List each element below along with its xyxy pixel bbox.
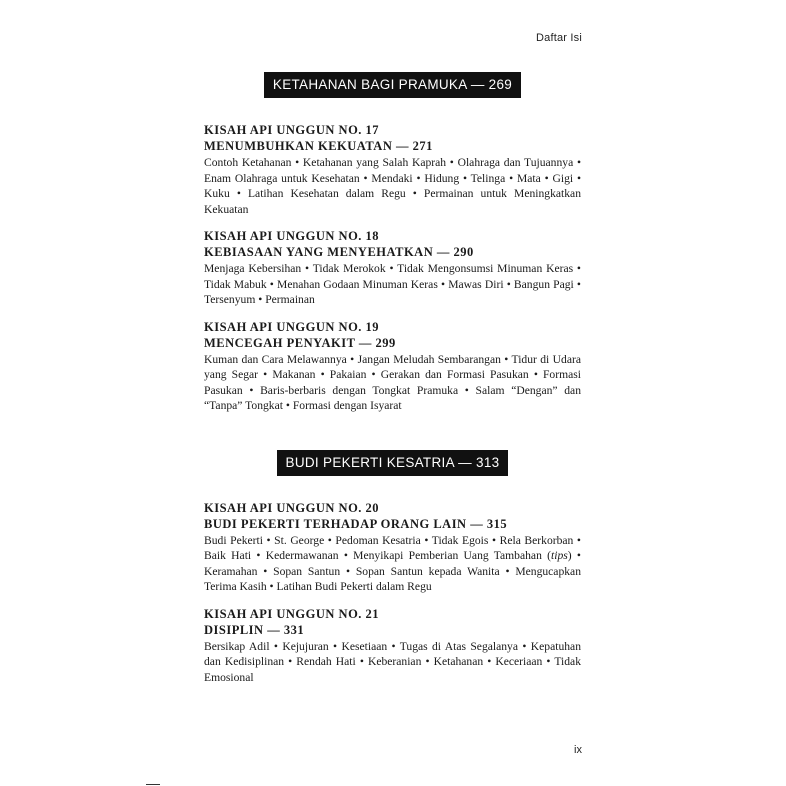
chapter-kisah-label: KISAH API UNGGUN NO. 18 bbox=[204, 229, 380, 243]
chapter-topics: Kuman dan Cara Melawannya • Jangan Meludah Sembarangan • Tidur di Udara yang Segar • Makanan • Pakaian • Gerakan dan Formasi Pasukan • Formasi Pasukan • Baris-berbaris dengan Tongkat Pramuka • Salam “Dengan” dan “Tanpa” Tongkat • Formasi dengan Isyarat bbox=[204, 352, 581, 412]
chapter-topics: Menjaga Kebersihan • Tidak Merokok • Tidak Mengonsumsi Minuman Keras • Tidak Mabuk • Menahan Godaan Minuman Keras • Mawas Diri • Bangun Pagi • Tersenyum • Permainan bbox=[204, 262, 581, 306]
chapter-entry bbox=[204, 319, 581, 414]
chapter-kisah-label: KISAH API UNGGUN NO. 17 bbox=[204, 123, 380, 137]
topics-text-pre: Budi Pekerti • St. George • Pedoman Kesatria • Tidak Egois • Rela Berkorban • Baik Hati • Kedermawanan • Menyikapi Pemberian Uang Tambahan ( bbox=[204, 533, 581, 562]
section-banner-label: BUDI PEKERTI KESATRIA — 313 bbox=[277, 450, 509, 476]
chapter-title: DISIPLIN — 331 bbox=[204, 622, 305, 637]
chapter-title: MENCEGAH PENYAKIT — 299 bbox=[204, 335, 396, 350]
chapter-entry bbox=[204, 228, 581, 308]
running-header: Daftar Isi bbox=[535, 32, 582, 44]
chapter-entry bbox=[204, 500, 581, 595]
section-banner-ketahanan bbox=[204, 72, 581, 98]
chapter-topics bbox=[204, 533, 581, 595]
table-of-contents bbox=[204, 72, 581, 696]
topics-text-italic: tips bbox=[551, 549, 568, 562]
page-number: ix bbox=[574, 744, 582, 756]
section-banner-budi-pekerti bbox=[204, 450, 581, 476]
chapter-title: BUDI PEKERTI TERHADAP ORANG LAIN — 315 bbox=[204, 516, 508, 531]
chapter-kisah-label: KISAH API UNGGUN NO. 21 bbox=[204, 606, 380, 621]
page-edge-mark bbox=[146, 784, 160, 785]
topics-text-post: ) • Keramahan • Sopan Santun • Sopan Santun kepada Wanita • Mengucapkan Terima Kasih • Latihan Budi Pekerti dalam Regu bbox=[204, 549, 581, 593]
chapter-entry bbox=[204, 122, 581, 217]
section-banner-label: KETAHANAN BAGI PRAMUKA — 269 bbox=[264, 72, 521, 98]
chapter-kisah-label: KISAH API UNGGUN NO. 19 bbox=[204, 319, 380, 334]
chapter-kisah-label: KISAH API UNGGUN NO. 20 bbox=[204, 500, 380, 515]
chapter-title: KEBIASAAN YANG MENYEHATKAN — 290 bbox=[204, 245, 474, 259]
chapter-topics: Bersikap Adil • Kejujuran • Kesetiaan • Tugas di Atas Segalanya • Kepatuhan dan Kedisiplinan • Rendah Hati • Keberanian • Ketahanan • Keceriaan • Tidak Emosional bbox=[204, 639, 581, 684]
chapter-topics: Contoh Ketahanan • Ketahanan yang Salah Kaprah • Olahraga dan Tujuannya • Enam Olahraga untuk Kesehatan • Mendaki • Hidung • Telinga • Mata • Gigi • Kuku • Latihan Kesehatan dalam Regu • Permainan untuk Meningkatkan Kekuatan bbox=[204, 156, 581, 216]
chapter-title: MENUMBUHKAN KEKUATAN — 271 bbox=[204, 139, 433, 153]
chapter-entry bbox=[204, 606, 581, 686]
